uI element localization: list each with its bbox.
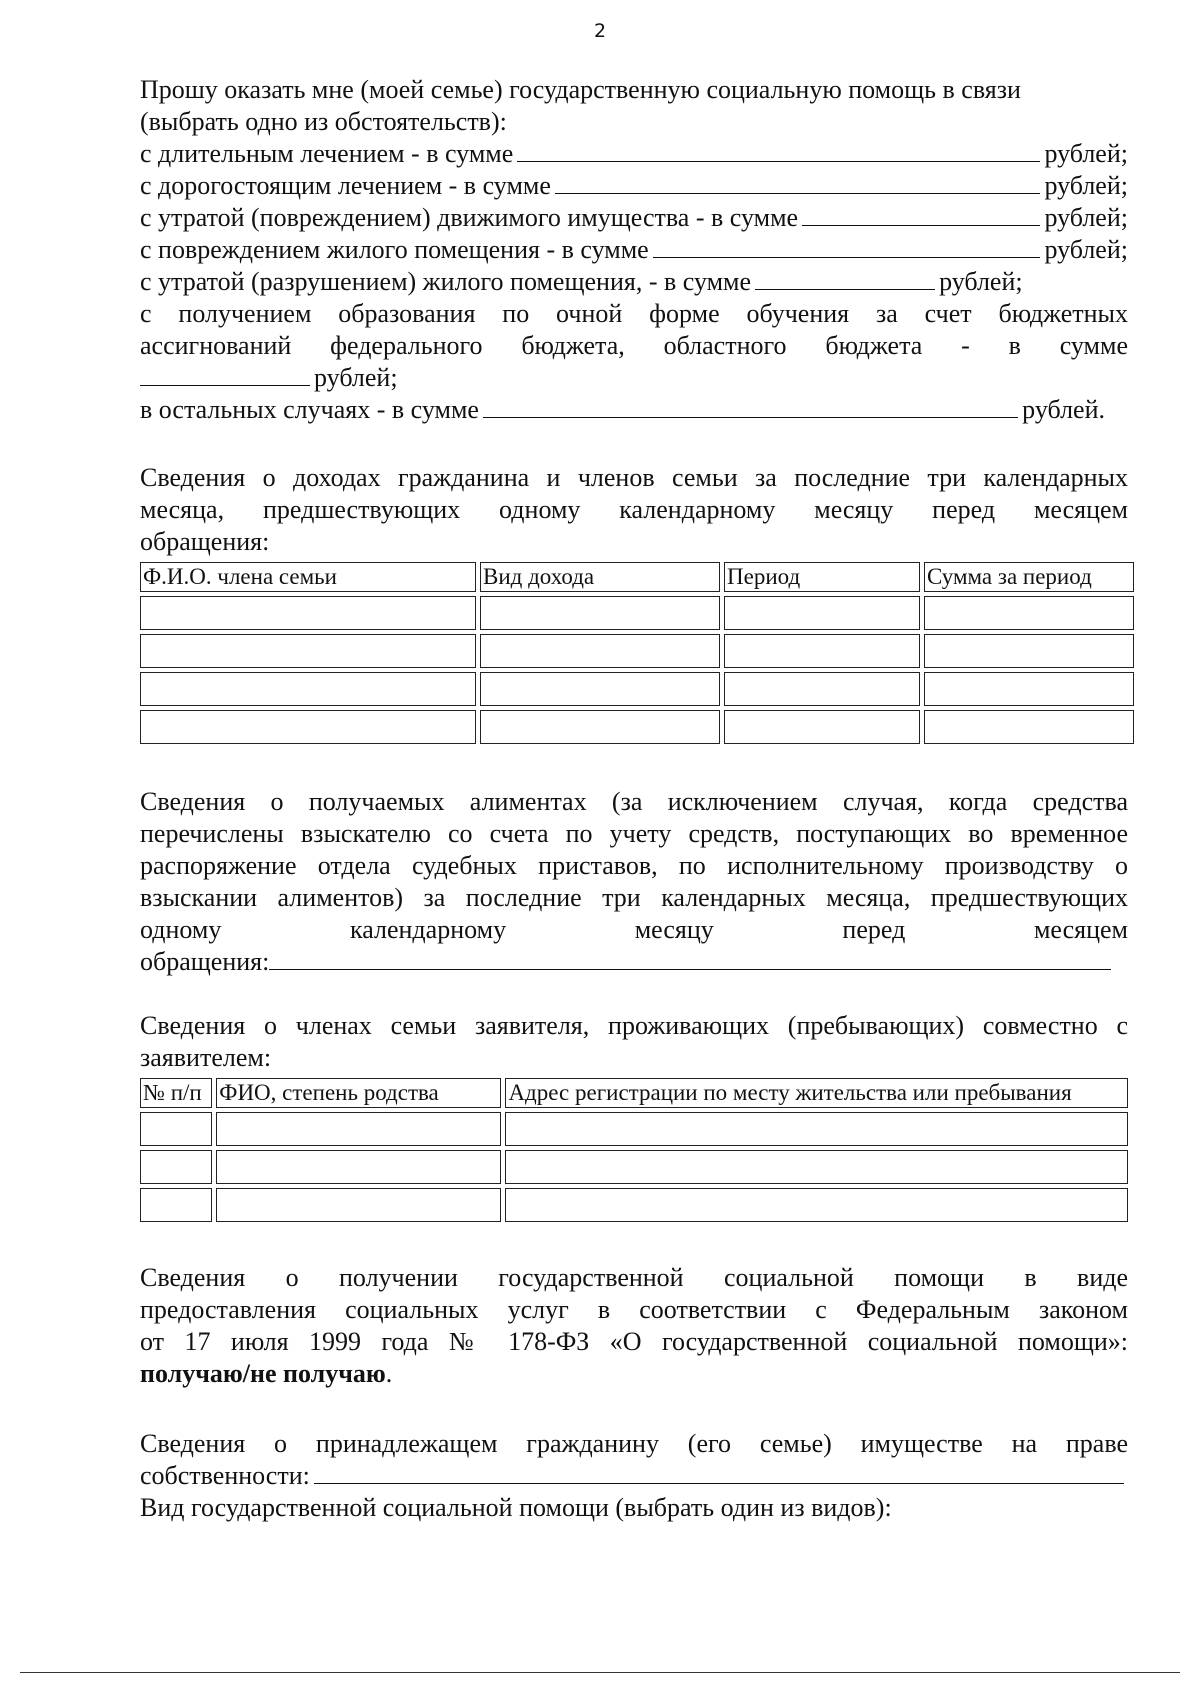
column-header-sum: Сумма за период — [924, 562, 1134, 592]
table-row — [140, 1188, 1128, 1222]
table-cell[interactable] — [216, 1112, 501, 1146]
table-row — [140, 634, 1134, 668]
currency-suffix: рублей; — [1044, 139, 1128, 168]
alimony-line-5: одному календарному месяцу перед месяцем — [140, 915, 1128, 944]
alimony-field[interactable] — [269, 947, 1111, 970]
income-line-2: месяца, предшествующих одному календарному месяцу перед месяцем — [140, 495, 1128, 524]
social-services-answer — [140, 1358, 1128, 1390]
page-number: 2 — [593, 20, 607, 42]
property-answer-row — [140, 1460, 1128, 1492]
table-row — [140, 710, 1134, 744]
alimony-line-3: распоряжение отдела судебных приставов, по исполнительному производству о — [140, 851, 1128, 880]
currency-suffix: рублей; — [314, 363, 398, 392]
table-cell[interactable] — [505, 1112, 1128, 1146]
table-cell[interactable] — [140, 710, 476, 744]
amount-field[interactable] — [755, 267, 935, 290]
currency-suffix: рублей. — [1022, 395, 1105, 424]
table-cell[interactable] — [924, 634, 1134, 668]
column-header-name: Ф.И.О. члена семьи — [140, 562, 476, 592]
circumstance-label: с утратой (разрушением) жилого помещения, - в сумме — [140, 267, 752, 296]
column-header-income-type: Вид дохода — [480, 562, 720, 592]
education-amount-row — [140, 362, 1128, 394]
social-services-line-3: от 17 июля 1999 года № 178-ФЗ «О государственной социальной помощи»: — [140, 1327, 1128, 1356]
table-cell[interactable] — [724, 672, 920, 706]
circumstance-other — [140, 394, 1105, 426]
form-content — [140, 74, 1128, 1524]
request-intro-line-2: (выбрать одно из обстоятельств): — [140, 107, 507, 136]
property-line-1: Сведения о принадлежащем гражданину (его семье) имуществе на праве — [140, 1429, 1128, 1458]
table-cell[interactable] — [924, 672, 1134, 706]
table-cell[interactable] — [480, 596, 720, 630]
currency-suffix: рублей; — [1044, 203, 1128, 232]
receive-status-options[interactable]: получаю/не получаю — [140, 1359, 386, 1388]
table-cell[interactable] — [140, 634, 476, 668]
circumstance-long-treatment — [140, 138, 1128, 170]
circumstance-label: с дорогостоящим лечением - в сумме — [140, 171, 551, 200]
circumstance-label: в остальных случаях - в сумме — [140, 395, 479, 424]
table-header-row — [140, 562, 1134, 592]
table-cell[interactable] — [140, 672, 476, 706]
assistance-type-line: Вид государственной социальной помощи (выбрать один из видов): — [140, 1493, 892, 1522]
table-cell[interactable] — [480, 672, 720, 706]
request-intro-line-1: Прошу оказать мне (моей семье) государственную социальную помощь в связи — [140, 75, 1021, 104]
table-row — [140, 1112, 1128, 1146]
table-cell[interactable] — [924, 710, 1134, 744]
alimony-line-4: взыскании алиментов) за последние три календарных месяца, предшествующих — [140, 883, 1128, 912]
table-cell[interactable] — [480, 634, 720, 668]
currency-suffix: рублей; — [939, 267, 1023, 296]
alimony-line-1: Сведения о получаемых алиментах (за исключением случая, когда средства — [140, 787, 1128, 816]
circumstance-movable-property — [140, 202, 1128, 234]
alimony-label: обращения: — [140, 947, 270, 976]
income-table — [136, 558, 1138, 748]
family-line-2: заявителем: — [140, 1043, 272, 1072]
income-line-3: обращения: — [140, 527, 270, 556]
income-line-1: Сведения о доходах гражданина и членов семьи за последние три календарных — [140, 463, 1128, 492]
table-cell[interactable] — [505, 1150, 1128, 1184]
table-cell[interactable] — [216, 1188, 501, 1222]
circumstance-dwelling-loss — [140, 266, 1128, 298]
circumstance-label: с длительным лечением - в сумме — [140, 139, 514, 168]
column-header-name-relation: ФИО, степень родства — [216, 1078, 501, 1108]
bottom-divider — [20, 1672, 1180, 1673]
circumstance-label: с утратой (повреждением) движимого имущества - в сумме — [140, 203, 799, 232]
amount-field[interactable] — [653, 235, 1041, 258]
column-header-address: Адрес регистрации по месту жительства или пребывания — [505, 1078, 1128, 1108]
family-line-1: Сведения о членах семьи заявителя, проживающих (пребывающих) совместно с — [140, 1011, 1128, 1040]
table-row — [140, 1150, 1128, 1184]
education-line-2: ассигнований федерального бюджета, областного бюджета - в сумме — [140, 331, 1128, 360]
table-header-row — [140, 1078, 1128, 1108]
amount-field[interactable] — [140, 363, 310, 386]
period-mark: . — [385, 1359, 393, 1388]
alimony-line-2: перечислены взыскателю со счета по учету средств, поступающих во временное — [140, 819, 1128, 848]
currency-suffix: рублей; — [1044, 171, 1128, 200]
table-cell[interactable] — [140, 596, 476, 630]
family-table — [136, 1074, 1132, 1226]
circumstance-expensive-treatment — [140, 170, 1128, 202]
table-row — [140, 672, 1134, 706]
currency-suffix: рублей; — [1044, 235, 1128, 264]
column-header-period: Период — [724, 562, 920, 592]
social-services-line-1: Сведения о получении государственной социальной помощи в виде — [140, 1263, 1128, 1292]
circumstance-dwelling-damage — [140, 234, 1128, 266]
alimony-answer-row — [140, 946, 1115, 978]
column-header-number: № п/п — [140, 1078, 212, 1108]
amount-field[interactable] — [555, 171, 1041, 194]
table-cell[interactable] — [724, 710, 920, 744]
table-cell[interactable] — [140, 1112, 212, 1146]
amount-field[interactable] — [802, 203, 1040, 226]
property-field[interactable] — [314, 1461, 1124, 1484]
property-label: собственности: — [140, 1461, 310, 1490]
table-cell[interactable] — [724, 634, 920, 668]
table-cell[interactable] — [924, 596, 1134, 630]
circumstance-label: с повреждением жилого помещения - в сумме — [140, 235, 649, 264]
table-cell[interactable] — [216, 1150, 501, 1184]
table-row — [140, 596, 1134, 630]
education-line-1: с получением образования по очной форме обучения за счет бюджетных — [140, 299, 1128, 328]
table-cell[interactable] — [140, 1150, 212, 1184]
table-cell[interactable] — [480, 710, 720, 744]
amount-field[interactable] — [483, 395, 1018, 418]
table-cell[interactable] — [140, 1188, 212, 1222]
social-services-line-2: предоставления социальных услуг в соответствии с Федеральным законом — [140, 1295, 1128, 1324]
table-cell[interactable] — [724, 596, 920, 630]
table-cell[interactable] — [505, 1188, 1128, 1222]
amount-field[interactable] — [517, 139, 1040, 162]
